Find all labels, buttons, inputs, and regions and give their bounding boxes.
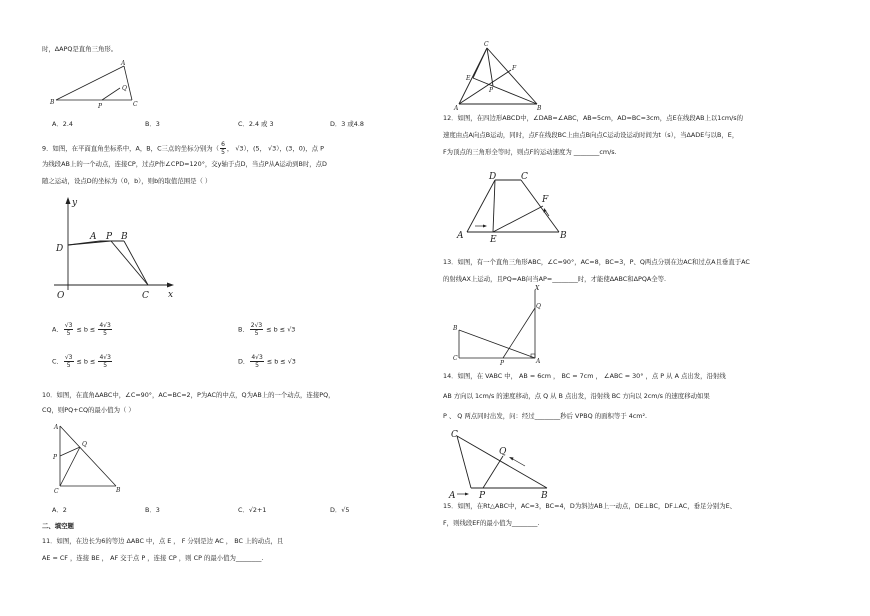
q12-label-a: A [457, 231, 464, 241]
q9-fraction: $\frac{6}{5}$ [221, 141, 225, 156]
q13-label-q: Q [536, 303, 541, 310]
q12-label-d: D [489, 172, 497, 182]
q9-figure [50, 195, 190, 307]
q12-label-f: F [542, 195, 549, 205]
q9-choice-d: D． $\frac{4√3}{5}$ ≤ b ≤ √3 [238, 354, 296, 369]
q10-choice-a: A．2 [52, 506, 67, 514]
q12-figure [453, 168, 573, 245]
q10-label-p: P [53, 454, 58, 461]
q14-label-a: A [449, 491, 456, 501]
q11-label-e: E [466, 75, 471, 82]
q8-label-a: A [121, 60, 126, 67]
q8-label-c: C [133, 101, 138, 108]
q8-label-q: Q [122, 85, 127, 92]
q10-choice-c: C．√2+1 [238, 506, 267, 514]
q9-label-a: A [90, 232, 97, 242]
q9-label-c: C [142, 291, 149, 301]
intro-line: 时，ΔAPQ是直角三角形。 [42, 45, 118, 53]
q10-label-a: A [54, 424, 59, 431]
q14-label-b: B [541, 491, 548, 501]
q13-figure [449, 286, 539, 366]
q11-figure [453, 40, 543, 112]
q9-line3: 随之运动，设点D的坐标为（0，b），则b的取值范围是（ ） [42, 177, 212, 185]
q13-label-p: P [500, 360, 505, 367]
q11-label-c: C [484, 41, 489, 48]
q9-label-d: D [56, 244, 64, 254]
q8-choice-c: C．2.4 或 3 [238, 120, 274, 128]
q12-label-c: C [521, 172, 528, 182]
q9-label-x: x [168, 290, 174, 300]
q8-figure [40, 62, 150, 112]
q13-label-b: B [453, 325, 458, 332]
q12-line2: 速度由点A向点B运动，同时，点F在线段BC上由点B向点C运动设运动时间为t（s），当ΔADE与以B，E， [443, 131, 739, 139]
q13-label-a: A [536, 358, 541, 365]
q8-choice-d: D．3 或4.8 [330, 120, 364, 128]
q9-choice-c: C． $\frac{√3}{5}$ ≤ b ≤ $\frac{4√3}{5}$ [52, 354, 111, 369]
q14-line2: AB 方向以 1cm/s 的速度移动，点 Q 从 B 点出发，沿射线 BC 方向以 2cm/s 的速度移动如果 [443, 392, 710, 400]
q10-figure [50, 422, 130, 494]
q9-label-b: B [121, 232, 128, 242]
q12-line1: 12．如图，在四边形ABCD中，∠DAB=∠ABC，AB=5cm，AD=BC=3cm，点E在线段AB上以1cm/s的 [443, 114, 743, 122]
section-title: 二、填空题 [42, 522, 74, 530]
right-column [435, 0, 870, 616]
q10-label-q: Q [82, 441, 87, 448]
q11-label-f: F [512, 65, 517, 72]
q9-label-y: y [72, 198, 78, 208]
q10-label-c: C [54, 488, 59, 495]
q13-line2: 的射线AX上运动，且PQ=AB问当AP=________时，才能使ΔABC和ΔPQA全等. [443, 275, 667, 283]
q8-label-p: P [98, 103, 103, 110]
q9-choice-a: A． $\frac{√3}{5}$ ≤ b ≤ $\frac{4√3}{5}$ [52, 322, 111, 337]
q10-label-b: B [116, 487, 121, 494]
q9-label-p: P [106, 232, 113, 242]
q12-line3: F为顶点的三角形全等时，则点F的运动速度为 ________cm/s. [443, 148, 617, 156]
q15-line2: F，则线段EF的最小值为________. [443, 519, 540, 527]
q14-line3: P 、 Q 两点同时出发，问：经过________秒后 VPBQ 的面积等于 4cm². [443, 412, 648, 420]
q12-label-b: B [560, 231, 567, 241]
q9-label-o: O [57, 291, 65, 301]
q11-label-b: B [537, 105, 542, 112]
q11-line1: 11．如图，在边长为6的等边 ΔABC 中，点 E ， F 分别是边 AC ， BC 上的动点，且 [42, 537, 284, 545]
q9-line2: 为线段AB上的一个动点，连接CP，过点P作∠CPD=120°，交y轴于点D，当点P从A运动到B时，点D [42, 160, 327, 168]
q10-choice-d: D．√5 [330, 506, 350, 514]
q11-label-p: P [489, 87, 494, 94]
q14-figure [449, 428, 559, 500]
q8-choice-b: B．3 [145, 120, 160, 128]
q9-choice-b: B． $\frac{2√3}{5}$ ≤ b ≤ √3 [238, 322, 296, 337]
q9-line1: 9．如图，在平面直角坐标系中，A，B，C三点的坐标分别为（ $\frac{6}{5}$ ， √3），(5， √3），(3，0)，点 P [42, 141, 324, 156]
q10-line1: 10．如图，在直角ΔABC中，∠C=90°，AC=BC=2，P为AC的中点，Q为AB上的一个动点，连接PQ， [42, 391, 335, 399]
q14-label-c: C [451, 430, 458, 440]
q10-line2: CQ，则PQ+CQ的最小值为（ ） [42, 406, 135, 414]
q15-line1: 15．如图，在Rt△ABC中，AC=3，BC=4，D为斜边AB上一动点，DE⊥BC，DF⊥AC，垂足分别为E、 [443, 502, 737, 510]
q14-label-p: P [479, 491, 486, 501]
q14-line1: 14．如图，在 VABC 中， AB = 6cm ， BC = 7cm ， ∠ABC = 30° ，点 P 从 A 点出发，沿射线 [443, 372, 726, 380]
q14-label-q: Q [499, 447, 507, 457]
q11-line2: AE = CF ，连接 BE ， AF 交于点 P ，连接 CP ，则 CP 的最小值为________. [42, 554, 264, 562]
q8-choice-a: A．2.4 [52, 120, 73, 128]
q11-label-a: A [454, 105, 459, 112]
q13-label-c: C [453, 355, 458, 362]
q13-line1: 13．如图，有一个直角三角形ABC，∠C=90°，AC=8，BC=3，P、Q两点分别在边AC和过点A且垂直于AC [443, 258, 750, 266]
q12-label-e: E [490, 235, 497, 245]
q13-label-x: X [535, 285, 540, 292]
q10-choice-b: B．3 [145, 506, 160, 514]
q8-label-b: B [50, 99, 55, 106]
